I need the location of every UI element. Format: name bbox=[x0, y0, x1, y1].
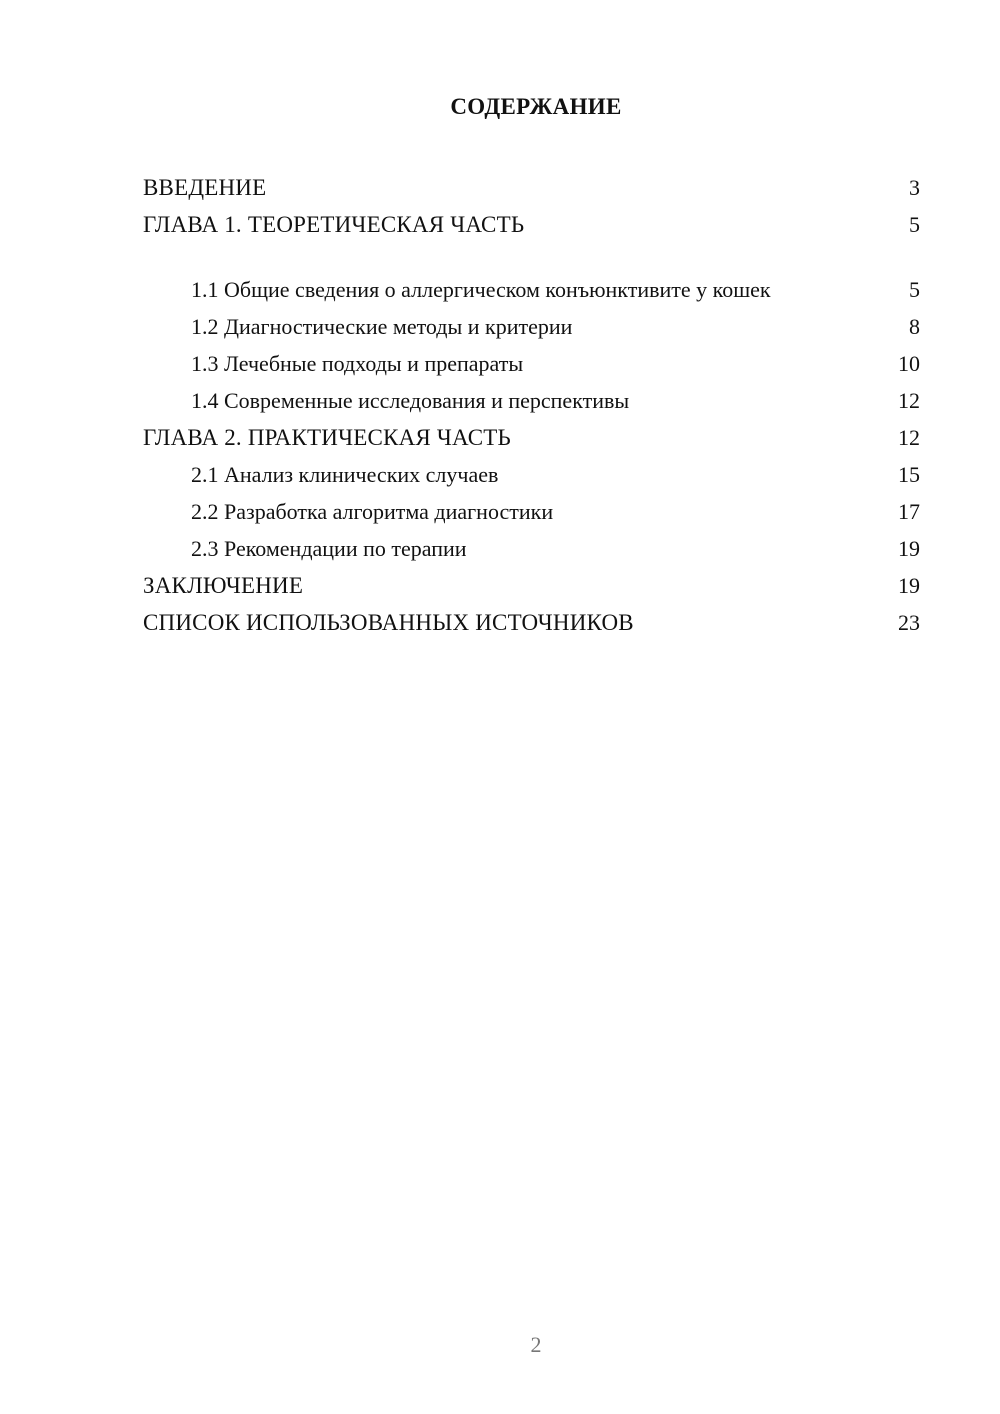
toc-entry-label: 1.3 Лечебные подходы и препараты bbox=[191, 351, 524, 376]
toc-entry-label: 1.1 Общие сведения о аллергическом конъюнктивите у кошек bbox=[191, 277, 771, 302]
toc-entry-section-1-4[interactable] bbox=[143, 381, 920, 418]
toc-entry-chapter-1[interactable] bbox=[143, 205, 920, 242]
toc-entry-page: 12 bbox=[898, 425, 920, 450]
toc-entry-page: 8 bbox=[909, 314, 920, 339]
toc-entry-page: 19 bbox=[898, 536, 920, 561]
toc-entry-conclusion[interactable] bbox=[143, 566, 920, 603]
toc-entry-label: 2.3 Рекомендации по терапии bbox=[191, 536, 467, 561]
toc-entry-label: 1.2 Диагностические методы и критерии bbox=[191, 314, 573, 339]
toc-entry-label: ВВЕДЕНИЕ bbox=[143, 175, 267, 200]
toc-entry-label: ЗАКЛЮЧЕНИЕ bbox=[143, 573, 304, 598]
toc-entry-page: 17 bbox=[898, 499, 920, 524]
toc-entry-section-1-3[interactable] bbox=[143, 344, 920, 381]
toc-entry-references[interactable] bbox=[143, 603, 920, 640]
toc-entry-page: 10 bbox=[898, 351, 920, 376]
toc-entry-page: 5 bbox=[909, 277, 920, 302]
toc-entry-page: 19 bbox=[898, 573, 920, 598]
toc-entry-chapter-2[interactable] bbox=[143, 418, 920, 455]
toc-entry-section-2-3[interactable] bbox=[143, 529, 920, 566]
toc-entry-label: ГЛАВА 1. ТЕОРЕТИЧЕСКАЯ ЧАСТЬ bbox=[143, 212, 525, 237]
toc-entry-page: 5 bbox=[909, 212, 920, 237]
toc-entry-page: 3 bbox=[909, 175, 920, 200]
toc-entry-page: 12 bbox=[898, 388, 920, 413]
toc-entry-section-1-1[interactable] bbox=[143, 242, 920, 307]
toc-entry-label: 1.4 Современные исследования и перспективы bbox=[191, 388, 630, 413]
toc-entry-section-2-1[interactable] bbox=[143, 455, 920, 492]
page-number: 2 bbox=[530, 1332, 542, 1357]
toc-entry-label: 2.1 Анализ клинических случаев bbox=[191, 462, 499, 487]
page-title: СОДЕРЖАНИЕ bbox=[450, 94, 622, 119]
toc-entry-section-1-2[interactable] bbox=[143, 307, 920, 344]
toc-entry-label: 2.2 Разработка алгоритма диагностики bbox=[191, 499, 554, 524]
toc-entry-label: СПИСОК ИСПОЛЬЗОВАННЫХ ИСТОЧНИКОВ bbox=[143, 610, 634, 635]
toc-entry-page: 23 bbox=[898, 610, 920, 635]
toc-entry-label: ГЛАВА 2. ПРАКТИЧЕСКАЯ ЧАСТЬ bbox=[143, 425, 511, 450]
toc-entry-introduction[interactable] bbox=[143, 168, 920, 205]
toc-entry-page: 15 bbox=[898, 462, 920, 487]
table-of-contents bbox=[143, 168, 920, 640]
toc-entry-section-2-2[interactable] bbox=[143, 492, 920, 529]
